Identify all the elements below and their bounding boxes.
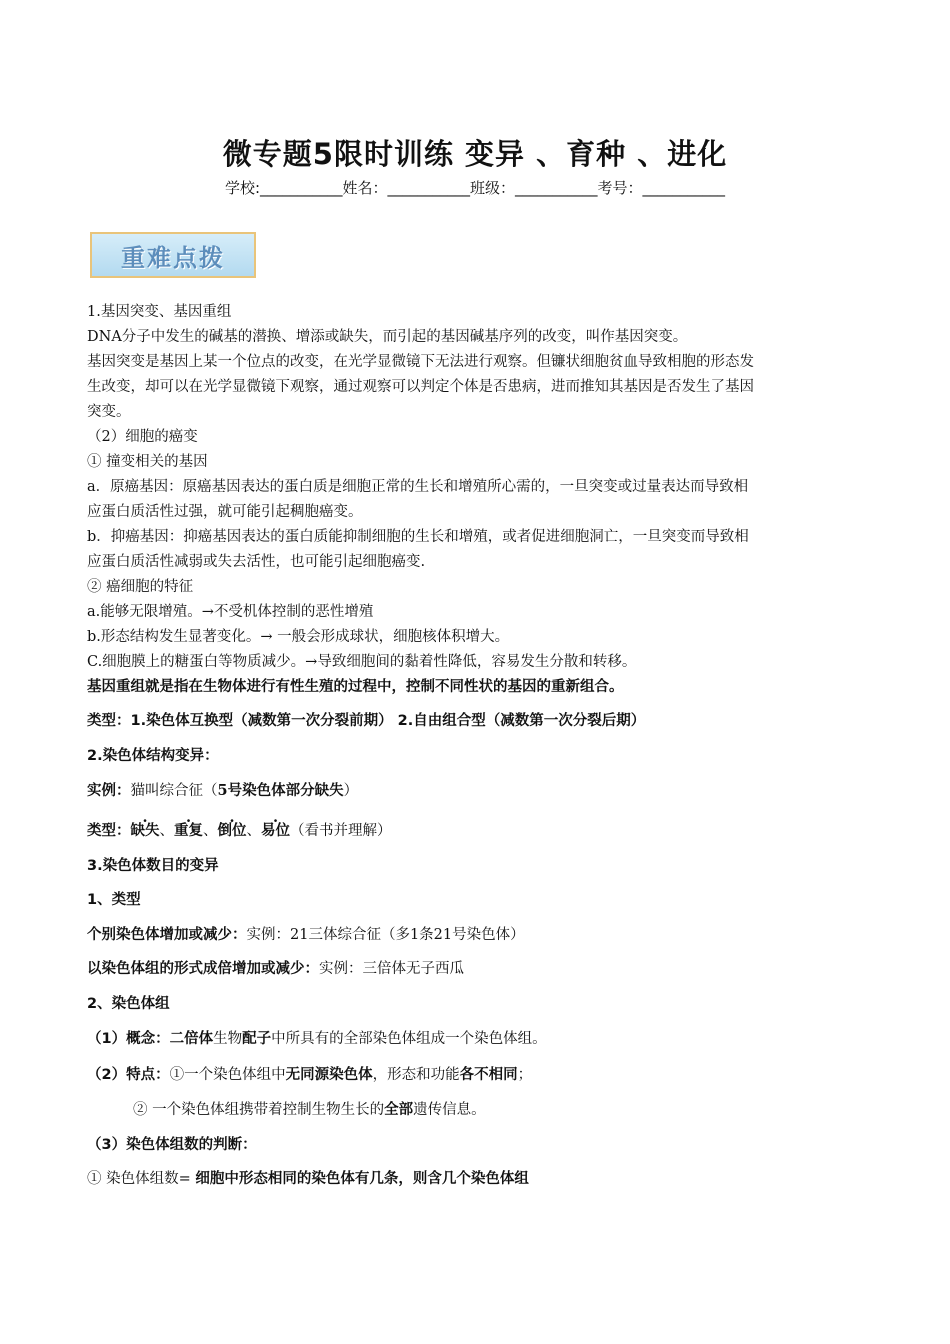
list-item: ② 癌细胞的特征: [87, 579, 194, 595]
paragraph: a．原癌基因：原癌基因表达的蛋白质是细胞正常的生长和增殖所心需的，一旦突变或过量表达而导致相: [87, 479, 749, 495]
label: 以染色体组的形式成倍增加或减少：: [87, 961, 319, 977]
text: ；: [517, 1066, 533, 1083]
paragraph: b．抑癌基因：抑癌基因表达的蛋白质能抑制细胞的生长和增殖，或者促进细胞洞亡，一旦突变而导致相: [87, 529, 749, 545]
paragraph-bold: 基因重组就是指在生物体进行有性生殖的过程中，控制不同性状的基因的重新组合。: [87, 679, 624, 695]
text: ① 染色体组数=: [87, 1171, 196, 1187]
section-banner: [90, 232, 256, 278]
text: 遗传信息。: [413, 1102, 486, 1118]
label: 实例：: [87, 783, 131, 799]
paragraph: 应蛋白质活性过强，就可能引起稠胞癌变。: [87, 504, 363, 520]
banner-label: 重难点拨: [121, 243, 225, 272]
label: 类型：: [87, 823, 131, 839]
subheading: （3）染色体组数的判断：: [87, 1136, 257, 1153]
text-bold: 各不相同: [459, 1065, 518, 1083]
text: 生物: [213, 1031, 243, 1047]
text-bold: 配子: [242, 1030, 272, 1047]
heading-gene-mutation: 1.基因突变、基因重组: [87, 304, 232, 320]
subheading-cancer: （2）细胞的癌变: [87, 429, 198, 445]
label: （2）特点：: [87, 1066, 170, 1083]
label: 个别染色体增加或减少：: [87, 926, 247, 943]
list-item: C.细胞膜上的糖蛋白等物质减少。→导致细胞间的黏着性降低，容易发生分散和转移。: [87, 654, 637, 670]
list-item: b.形态结构发生显著变化。→ 一般会形成球状，细胞核体积增大。: [87, 629, 510, 645]
subheading: 1、类型: [87, 892, 141, 908]
text: ）: [343, 783, 359, 799]
emphasis-word: 易位: [261, 822, 290, 839]
list-item: a.能够无限增殖。→不受机体控制的恶性增殖: [87, 604, 374, 620]
page-title: 微专题5限时训练 变异 、育种 、进化: [222, 137, 728, 171]
text-bold: 二倍体: [169, 1030, 214, 1047]
example-line: [87, 778, 867, 804]
paragraph-bold: 类型：1.染色体互换型（减数第一次分裂前期） 2.自由组合型（减数第一次分裂后期）: [87, 713, 646, 729]
paragraph: DNA分子中发生的碱基的潜换、增添或缺失，而引起的基因碱基序列的改变，叫作基因突变。: [87, 329, 688, 345]
heading-chromosome-structure: 2.染色体结构变异：: [87, 747, 219, 764]
text-bold: 无同源染色体: [285, 1065, 373, 1083]
example-line: [87, 923, 867, 948]
emphasis-word: 重复: [174, 822, 203, 839]
paragraph: 突变。: [87, 404, 131, 420]
subheading: 2、染色体组: [87, 995, 170, 1012]
rule-line: [87, 1167, 867, 1192]
example-line: [87, 957, 867, 982]
text: 猫叫综合征（: [130, 783, 218, 799]
document-body: [87, 300, 867, 1202]
text-bold: 5号染色体部分缺失: [217, 782, 344, 799]
feature-line: [87, 1097, 867, 1123]
text: 实例：三倍体无子西瓜: [319, 961, 464, 977]
text: ，形态和功能: [372, 1066, 460, 1083]
heading-chromosome-number: 3.染色体数目的变异: [87, 857, 219, 874]
paragraph: 应蛋白质活性减弱或失去活性，也可能引起细胞癌变.: [87, 554, 426, 570]
student-info-line: 学校:___________姓名：___________班级：___________考号：___________: [224, 179, 726, 197]
text: ② 一个染色体组携带着控制生物生长的: [133, 1102, 385, 1118]
text: 实例：21三体综合征（多1条21号染色体）: [246, 926, 525, 943]
types-line: [87, 818, 867, 844]
text-bold: 细胞中形态相同的染色体有几条，则含几个染色体组: [195, 1171, 529, 1187]
paragraph: 生改变，却可以在光学显微镜下观察，通过观察可以判定个体是否患病，进而推知其基因是否发生了基因: [87, 379, 754, 395]
text: 、: [203, 823, 218, 839]
text-bold: 全部: [384, 1101, 414, 1118]
list-item: ① 撞变相关的基因: [87, 454, 208, 470]
feature-line: [87, 1062, 867, 1088]
label: （1）概念：: [87, 1031, 170, 1047]
emphasis-word: 倒位: [217, 822, 247, 839]
text: 中所具有的全部染色体组成一个染色体组。: [271, 1031, 547, 1047]
concept-line: [87, 1026, 867, 1052]
text: ①一个染色体组中: [169, 1066, 286, 1083]
emphasis-word: 缺失: [130, 822, 160, 839]
text: 、: [159, 823, 174, 839]
text: （看书并理解）: [290, 823, 392, 839]
text: 、: [246, 823, 261, 839]
paragraph: 基因突变是基因上某一个位点的改变，在光学显微镜下无法进行观察。但镰状细胞贫血导致相胞的形态发: [87, 354, 754, 370]
